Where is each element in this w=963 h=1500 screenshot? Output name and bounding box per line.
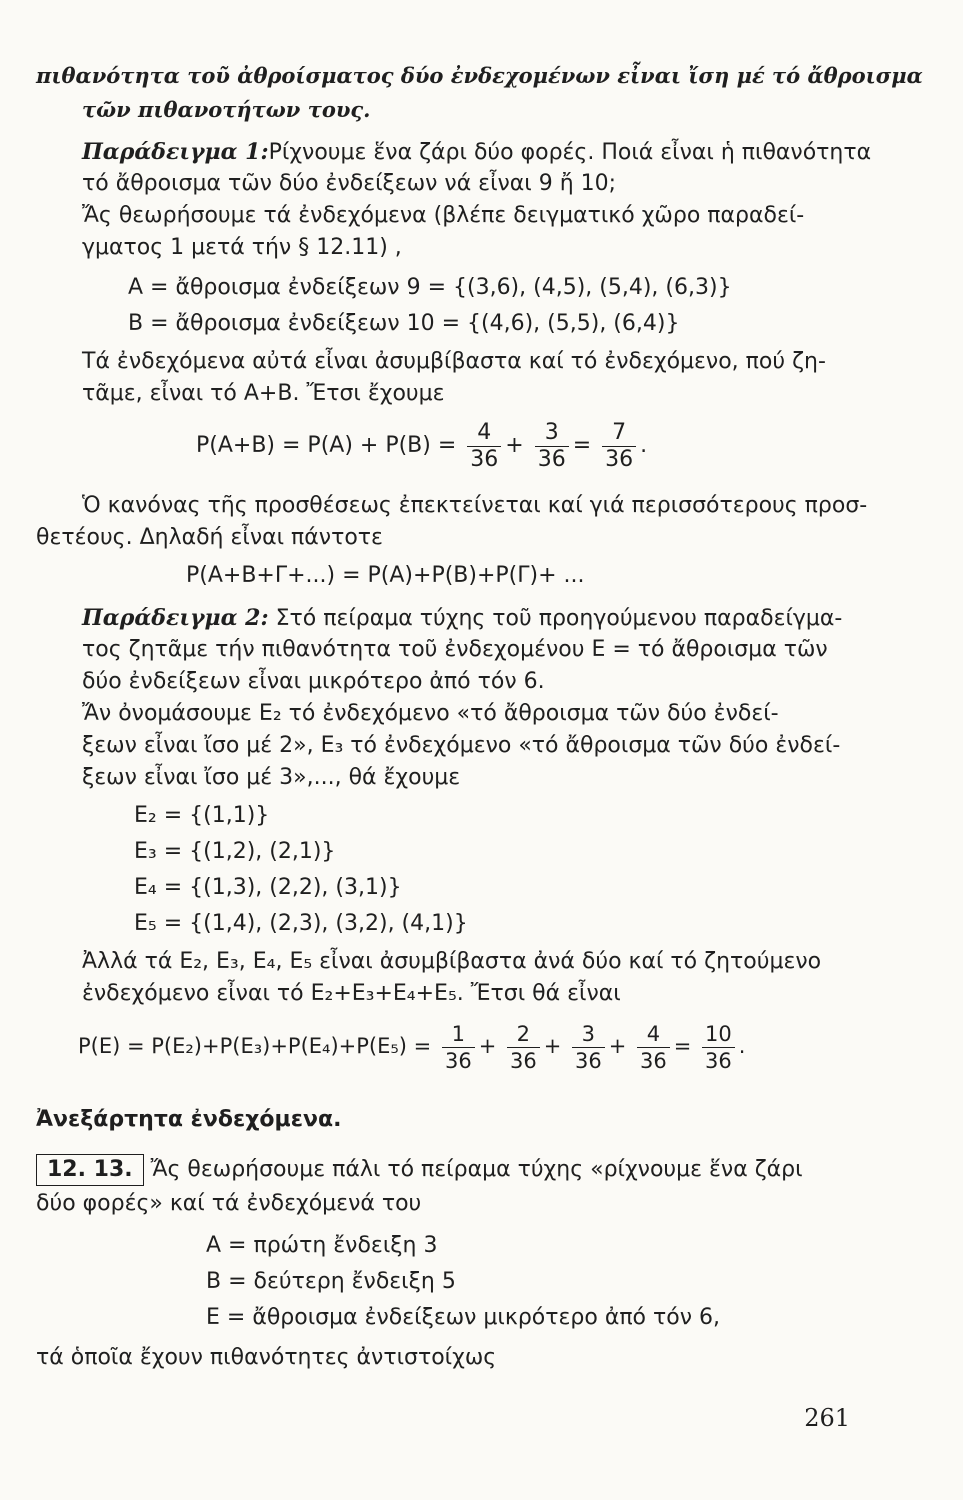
- formula-sum-ab: Ρ(Α+Β) = Ρ(Α) + Ρ(Β) = $\frac{4}{36}$ + $\frac{3}{36}$ = $\frac{7}{36}$ .: [196, 419, 648, 472]
- example2-label: Παράδειγμα 2:: [82, 605, 269, 631]
- example2-line-1: [82, 602, 842, 635]
- event-b-second-roll: Β = δεύτερη ἔνδειξη 5: [206, 1269, 456, 1294]
- example2-line-5: ξεων εἶναι ἴσο μέ 2», Ε₃ τό ἐνδεχόμενο «τό ἄθροισμα τῶν δύο ἐνδεί-: [82, 733, 841, 758]
- example2-line-4: Ἄν ὀνομάσουμε Ε₂ τό ἐνδεχόμενο «τό ἄθροισμα τῶν δύο ἐνδεί-: [82, 701, 779, 726]
- example1-line-5: Τά ἐνδεχόμενα αὐτά εἶναι ἀσυμβίβαστα καί τό ἐνδεχόμενο, πού ζη-: [82, 349, 826, 374]
- event-e3: Ε₃ = {(1,2), (2,1)}: [134, 839, 336, 864]
- fraction-3-36-b: $\frac{3}{36}$: [572, 1021, 605, 1074]
- section-text-1: Ἄς θεωρήσουμε πάλι τό πείραμα τύχης «ρίχνουμε ἕνα ζάρι: [150, 1157, 803, 1182]
- example1-text-1: Ρίχνουμε ἕνα ζάρι δύο φορές. Ποιά εἶναι ἡ πιθανότητα: [268, 140, 872, 165]
- section-number: 12. 13.: [36, 1154, 144, 1186]
- example1-line-2: τό ἄθροισμα τῶν δύο ἐνδείξεων νά εἶναι 9 ἤ 10;: [82, 171, 617, 196]
- example2-line-2: τος ζητᾶμε τήν πιθανότητα τοῦ ἐνδεχομένου Ε = τό ἄθροισμα τῶν: [82, 637, 828, 662]
- event-a-first-roll: Α = πρώτη ἔνδειξη 3: [206, 1233, 438, 1258]
- example1-line-4: γματος 1 μετά τήν § 12.11) ,: [82, 235, 402, 260]
- section-heading: Ἀνεξάρτητα ἐνδεχόμενα.: [36, 1107, 342, 1132]
- fraction-7-36: $\frac{7}{36}$: [602, 420, 636, 473]
- intro-line-2: τῶν πιθανοτήτων τους.: [82, 97, 371, 122]
- event-a-definition: Α = ἄθροισμα ἐνδείξεων 9 = {(3,6), (4,5), (5,4), (6,3)}: [128, 275, 732, 300]
- event-e-sum-less-6: Ε = ἄθροισμα ἐνδείξεων μικρότερο ἀπό τόν 6,: [206, 1305, 720, 1330]
- example1-line-1: [82, 136, 871, 169]
- example2-line-8: ἐνδεχόμενο εἶναι τό Ε₂+Ε₃+Ε₄+Ε₅. Ἔτσι θά εἶναι: [82, 981, 621, 1006]
- example2-line-6: ξεων εἶναι ἴσο μέ 3»,..., θά ἔχουμε: [82, 765, 461, 790]
- rule-formula: Ρ(Α+Β+Γ+...) = Ρ(Α)+Ρ(Β)+Ρ(Γ)+ ...: [186, 563, 585, 588]
- event-e4: Ε₄ = {(1,3), (2,2), (3,1)}: [134, 875, 402, 900]
- fraction-1-36: $\frac{1}{36}$: [442, 1021, 475, 1074]
- formula-probability-e: Ρ(Ε) = Ρ(Ε₂)+Ρ(Ε₃)+Ρ(Ε₄)+Ρ(Ε₅) = $\frac{1}{36}$ + $\frac{2}{36}$ + $\frac{3}{36}$ + $\frac{4}{36}$ = $\frac{10}{36}$ .: [78, 1021, 746, 1073]
- rule-line-2: θετέους. Δηλαδή εἶναι πάντοτε: [36, 525, 383, 550]
- event-e5: Ε₅ = {(1,4), (2,3), (3,2), (4,1)}: [134, 911, 468, 936]
- section-line-1: [36, 1154, 803, 1186]
- section-line-2: δύο φορές» καί τά ἐνδεχόμενά του: [36, 1191, 422, 1216]
- page-number: 261: [804, 1404, 850, 1432]
- fraction-2-36: $\frac{2}{36}$: [507, 1021, 540, 1074]
- rule-line-1: Ὁ κανόνας τῆς προσθέσεως ἐπεκτείνεται καί γιά περισσότερους προσ-: [82, 493, 868, 518]
- event-e2: Ε₂ = {(1,1)}: [134, 803, 270, 828]
- example1-line-6: τᾶμε, εἶναι τό Α+Β. Ἔτσι ἔχουμε: [82, 381, 445, 406]
- formula-probability-e-lhs: Ρ(Ε) = Ρ(Ε₂)+Ρ(Ε₃)+Ρ(Ε₄)+Ρ(Ε₅) =: [78, 1034, 432, 1058]
- fraction-3-36: $\frac{3}{36}$: [535, 420, 569, 473]
- formula-sum-ab-lhs: Ρ(Α+Β) = Ρ(Α) + Ρ(Β) =: [196, 433, 457, 458]
- fraction-4-36: $\frac{4}{36}$: [467, 420, 501, 473]
- example2-line-3: δύο ἐνδείξεων εἶναι μικρότερο ἀπό τόν 6.: [82, 669, 545, 694]
- event-b-definition: Β = ἄθροισμα ἐνδείξεων 10 = {(4,6), (5,5), (6,4)}: [128, 311, 680, 336]
- example2-text-1: Στό πείραμα τύχης τοῦ προηγούμενου παραδείγμα-: [275, 606, 843, 631]
- example1-line-3: Ἄς θεωρήσουμε τά ἐνδεχόμενα (βλέπε δειγματικό χῶρο παραδεί-: [82, 203, 805, 228]
- fraction-10-36: $\frac{10}{36}$: [702, 1021, 735, 1074]
- example1-label: Παράδειγμα 1:: [82, 139, 269, 165]
- intro-line-1: πιθανότητα τοῦ ἀθροίσματος δύο ἐνδεχομένων εἶναι ἴση μέ τό ἄθροισμα: [36, 63, 923, 88]
- example2-line-7: Ἀλλά τά Ε₂, Ε₃, Ε₄, Ε₅ εἶναι ἀσυμβίβαστα ἀνά δύο καί τό ζητούμενο: [82, 949, 822, 974]
- fraction-4-36: $\frac{4}{36}$: [637, 1021, 670, 1074]
- section-line-3: τά ὁποῖα ἔχουν πιθανότητες ἀντιστοίχως: [36, 1345, 497, 1370]
